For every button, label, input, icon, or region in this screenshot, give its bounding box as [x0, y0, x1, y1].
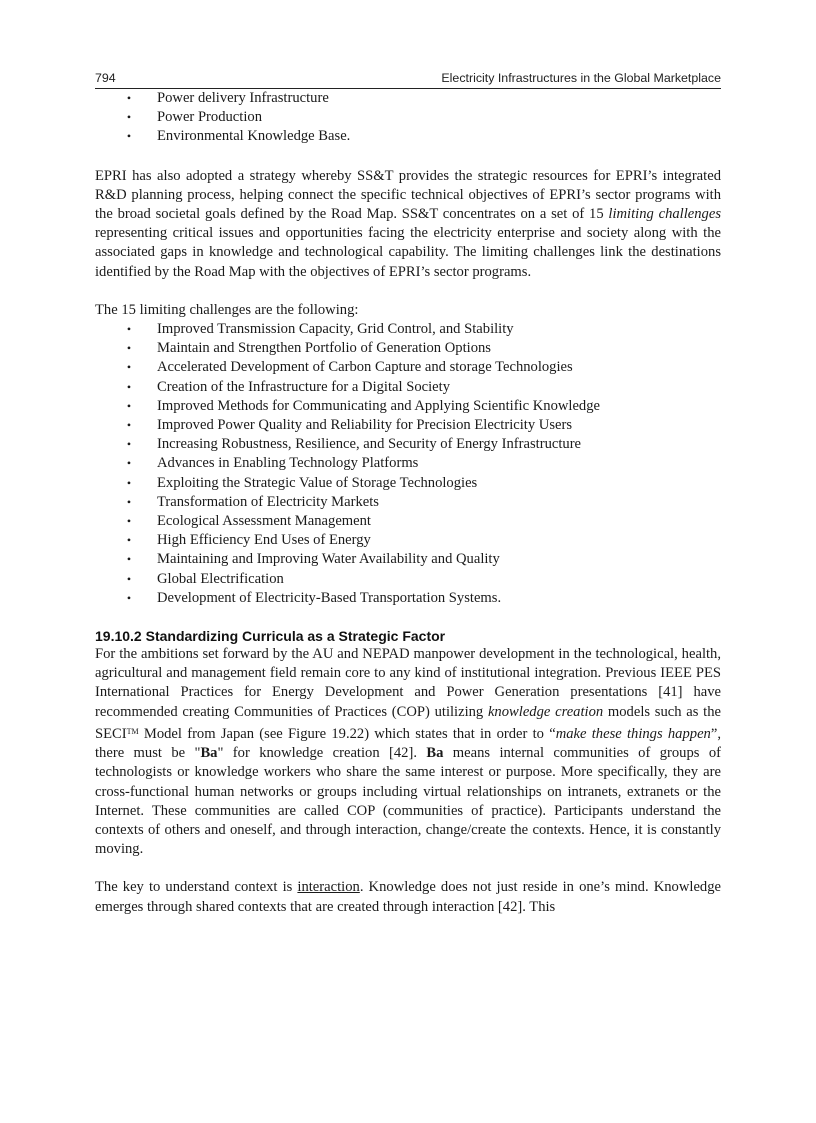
list-item: • Global Electrification: [95, 570, 721, 589]
bullet-icon: •: [126, 552, 132, 567]
trademark-symbol: TM: [126, 726, 139, 736]
list-item: • Improved Transmission Capacity, Grid Control, and Stability: [95, 320, 721, 339]
list-item: • Ecological Assessment Management: [95, 512, 721, 531]
bullet-icon: •: [126, 129, 132, 144]
list-item: • Power Production: [95, 108, 721, 127]
running-title: Electricity Infrastructures in the Global Marketplace: [441, 71, 721, 85]
bullet-icon: •: [126, 418, 132, 433]
bullet-icon: •: [126, 533, 132, 548]
challenges-bullet-list: [95, 320, 721, 608]
bullet-icon: •: [126, 379, 132, 394]
bullet-icon: •: [126, 91, 132, 105]
list-item: • Improved Methods for Communicating and Applying Scientific Knowledge: [95, 397, 721, 416]
bullet-icon: •: [126, 494, 132, 509]
document-page: [95, 70, 721, 917]
list-item: • Accelerated Development of Carbon Capture and storage Technologies: [95, 358, 721, 377]
list-item: • Transformation of Electricity Markets: [95, 493, 721, 512]
list-item: • Maintain and Strengthen Portfolio of Generation Options: [95, 339, 721, 358]
running-header: [95, 70, 721, 89]
list-item: • Development of Electricity-Based Transportation Systems.: [95, 589, 721, 608]
bullet-icon: •: [126, 341, 132, 356]
paragraph-epri-strategy: EPRI has also adopted a strategy whereby SS&T provides the strategic resources for EPRI’s integrated R&D planning process, helping connect the specific technical objectives of EPRI’s sector programs with the broad societal goals defined by the Road Map. SS&T concentrates on a set of 15 limiting challenges representing critical issues and opportunities facing the electricity enterprise and society along with the associated gaps in knowledge and technological capability. The limiting challenges link the destinations identified by the Road Map with the objectives of EPRI’s sector programs.: [95, 167, 721, 280]
list-item: • Advances in Enabling Technology Platforms: [95, 454, 721, 473]
bullet-icon: •: [126, 514, 132, 529]
list-item: • Maintaining and Improving Water Availability and Quality: [95, 550, 721, 569]
page-number: 794: [95, 71, 116, 85]
paragraph-standardizing-curricula: For the ambitions set forward by the AU and NEPAD manpower development in the technological, health, agricultural and management field remain core to any kind of institutional integration. Previous IEEE PES International Practices for Energy Development and Power Generation presentations [41] have recommended creating Communities of Practices (COP) utilizing knowledge creation models such as the SECI™ Model from Japan (see Figure 19.22) which states that in order to “make these things happen”, there must be "Ba" for knowledge creation [42]. Ba means internal communities of groups of technologists or knowledge workers who share the same interest or purpose. More specifically, they are cross-functional human networks or groups including virtual relationships on intranets, extranets or the Internet. These communities are called COP (communities of practice). Participants understand the contexts of others and oneself, and through interaction, change/create the contexts. Hence, it is constantly moving.: [95, 646, 721, 858]
bullet-icon: •: [126, 571, 132, 586]
list-item: • Increasing Robustness, Resilience, and Security of Energy Infrastructure: [95, 435, 721, 454]
section-heading: 19.10.2 Standardizing Curricula as a Strategic Factor: [95, 628, 446, 645]
list-item: • Power delivery Infrastructure: [95, 89, 721, 108]
bullet-icon: •: [126, 360, 132, 375]
bullet-icon: •: [126, 590, 132, 605]
list-item: • Environmental Knowledge Base.: [95, 127, 721, 146]
bullet-icon: •: [126, 110, 132, 125]
list-item: • Improved Power Quality and Reliability for Precision Electricity Users: [95, 416, 721, 435]
bullet-icon: •: [126, 322, 132, 337]
intro-bullet-list: [95, 89, 721, 147]
challenges-intro: The 15 limiting challenges are the following:: [95, 301, 359, 318]
list-item: • Creation of the Infrastructure for a Digital Society: [95, 378, 721, 397]
bullet-icon: •: [126, 475, 132, 490]
list-item: • High Efficiency End Uses of Energy: [95, 531, 721, 550]
paragraph-interaction: The key to understand context is interaction. Knowledge does not just reside in one’s mind. Knowledge emerges through shared contexts that are created through interaction [42]. This: [95, 879, 721, 915]
list-item: • Exploiting the Strategic Value of Storage Technologies: [95, 474, 721, 493]
bullet-icon: •: [126, 437, 132, 452]
bullet-icon: •: [126, 398, 132, 413]
bullet-icon: •: [126, 456, 132, 471]
